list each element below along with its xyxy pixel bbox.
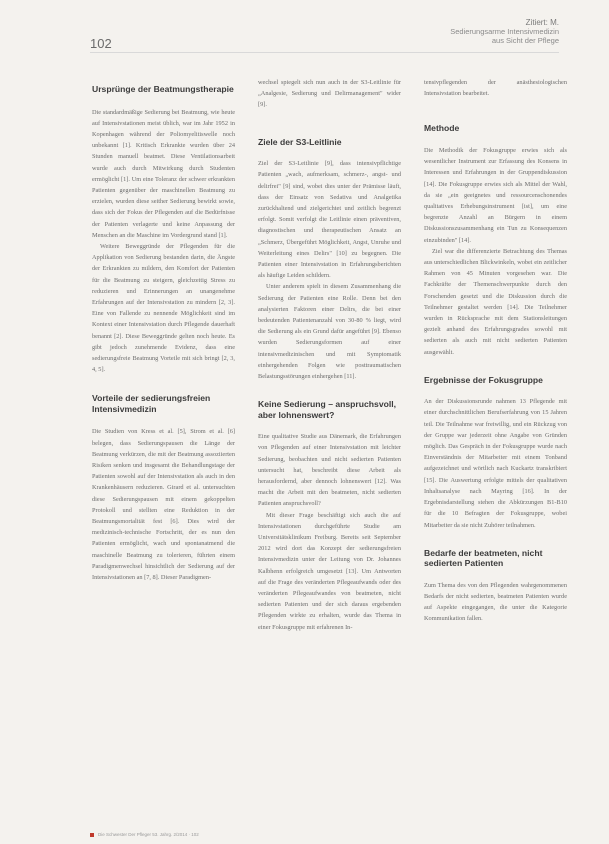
section-heading: Ursprünge der Beatmungstherapie	[92, 84, 234, 94]
body-paragraph: Ziel der S3-Leitlinie [9], dass intensivpflichtige Patienten „wach, aufmerksam, schmerz-, angst- und delirfrei" [9] sind, wobei dies unter der Prämisse läuft, dass der Einsatz von Sedativa und Analgetika zurückhaltend und zielgerichtet und zeitlich begrenzt erfolgt. Somit verfolgt die Leitlinie einen präventiven, diagnostischen und therapeutischen Ansatz an „Schmerz, Übergeführt Möglichkeit, Angst, Unruhe und Weiterleitung eines Delirs" [10] zu begegnen. Die Patienten einer Intensivstation in Erfahrungsberichten als häufige Leiden schildern.	[258, 160, 401, 280]
body-paragraph: Die Studien von Kress et al. [5], Strom et al. [6] belegen, dass Sedierungspausen die Länge der Beatmung verkürzen, die mit der Beatmung assoziierten Risiken senken und insgesamt die Behandlungstage der Patienten sowohl auf der Intensivstation als auch in den Krankenhäusern reduzieren. Girard et al. untersuchten diese Sedierungspausen mit einem gekoppelten Protokoll und stellten eine Reduktion in der Beatmungsmortalität fest [6]. Dies wird der medizinisch-technische Fortschritt, der es nun den Patienten ermöglicht, wach und spontanatmend die maschinelle Beatmung zu tolerieren, führten einem Paradigmenwechsel hinsichtlich der Sedierung auf der Intensivstationen an [7, 8]. Dieser Paradigmen-	[92, 428, 235, 582]
body-paragraph: Eine qualitative Studie aus Dänemark, die Erfahrungen von Pflegenden auf einer Intensivstation mit leichter Sedierung, beobachten und nicht sedierten Patienten untersucht hat, beschreibt diese Arbeit als herausfordernd, aber dennoch lohnenswert [12]. Was macht die Arbeit mit den beatmeten, nicht sedierten Patienten anspruchsvoll?	[258, 433, 401, 508]
page-number: 102	[90, 36, 112, 51]
header-rule	[90, 52, 559, 53]
section-heading: Bedarfe der beatmeten, nicht sedierten Patienten	[424, 547, 543, 569]
body-paragraph: Zum Thema des von den Pflegenden wahrgenommenen Bedarfs der nicht sedierten, beatmeten Patienten wurde auf Aspekte eingegangen, die unter die Kategorie Kommunikation fallen.	[424, 581, 567, 623]
running-head	[450, 18, 559, 45]
section-heading: Ziele der S3-Leitlinie	[258, 136, 342, 147]
page-footer	[90, 832, 559, 837]
column-2	[258, 77, 401, 633]
body-paragraph: Die standardmäßige Sedierung bei Beatmung, wie heute auf Intensivstationen meist üblich, war im Jahr 1952 in Kopenhagen während der Poliomyelitiswelle noch unbekannt [1]. Kritisch Erkrankte wurden über 24 Stunden manuell beatmet. Diese Ventilationsarbeit wurde auch durch Mitwirkung durch Studenten ermöglicht [1]. Um eine Toleranz der schwer erkrankten Patienten gegenüber der maschinellen Beatmung zu erzielen, wurden diese seither Sedierung bewirkt sowie, dass sich der Fokus der Pflegenden auf die Bedürfnisse der Patienten verlagerte und keine Anpassung der Menschen an die Maschine im Vordergrund stand [1].	[92, 108, 235, 239]
column-3	[424, 77, 567, 625]
section-heading: Ergebnisse der Fokusgruppe	[424, 374, 543, 385]
footer-citation: Die Schwester Der Pfleger 53. Jahrg. 2/2014 · 102	[98, 832, 199, 837]
body-paragraph: wechsel spiegelt sich nun auch in der S3-Leitlinie für „Analgesie, Sedierung und Delirmanagement" wider [9].	[258, 79, 401, 109]
body-paragraph: Die Methodik der Fokusgruppe erwies sich als wesentlicher Instrument zur Erfassung des Konsens in Interessen und Erfahrungen in der Gruppendiskussion [14]. Die Fokusgruppe erwies sich als Mittel der Wahl, da sie „ein geeignetes und ressourcenschonendes qualitatives Erhebungsinstrument [ist], um eine begrenzte Anzahl an Bürgern in einem Diskussionszusammenhang ein Tun zu Konsequenzen einzubinden" [14].	[424, 146, 567, 244]
body-paragraph: An der Diskussionsrunde nahmen 13 Pflegende mit einer durchschnittlichen Berufserfahrung von 15 Jahren teil. Die Teilnahme war freiwillig, und ein Rückzug von der Gruppe war jederzeit ohne Angabe von Gründen möglich. Das Gespräch in der Fokusgruppe wurde nach Einverständnis der Mitarbeiter mit einem Tonband aufgezeichnet und wörtlich nach Kuckartz transkribiert [15]. Die Auswertung erfolgte mittels der qualitativen Inhaltsanalyse nach Mayring [16]. In der Ergebnisdarstellung stehen die Abkürzungen B1-B10 für die 10 Befragten der Fokusgruppe, wobei Mitarbeiter da sie nicht Zuhörer teilnahmen.	[424, 398, 567, 529]
body-paragraph: Mit dieser Frage beschäftigt sich auch die auf Intensivstationen durchgeführte Studie am Universitätsklinikum Freiburg. Bereits seit September 2012 wird dort das Konzept der sedierungsfreien Intensivmedizin unter der Leitung von Dr. Johannes Kalbhenn erfolgreich umgesetzt [13]. Um Antworten auf die Frage des veränderten Pflegeaufwands oder des veränderten Pflegeaufwandes von beatmeten, nicht sedierten Patienten und der sich daraus ergebenden Pflegenden wirkte zu erhalten, wurde das Thema in einer Fokusgruppe mit erfahrenen In-	[258, 511, 401, 631]
body-paragraph: Unter anderem spielt in diesem Zusammenhang die Sedierung der Patienten eine Rolle. Denn bei den analysierten Faktoren einer Delirs, die bei einer bedeutenden Patientenanzahl von 30-80 % liegt, wird die Sedierung als ein Grund dafür angeführt [9]. Ebenso wurden Sedierungsformen auf einer intensivmedizinischen und mit Symptomatik einhergehenden Folgen wie posttraumatischen Belastungsstörungen einhergehen [11].	[258, 283, 401, 380]
body-paragraph: tensivpflegenden der anästhesiologischen Intensivstation bearbeitet.	[424, 79, 567, 98]
running-head-line-2: Sedierungsarme Intensivmedizin	[450, 27, 559, 36]
running-head-line-3: aus Sicht der Pflege	[491, 36, 559, 45]
body-paragraph: Weitere Beweggründe der Pflegenden für die Applikation von Sedierung bestanden darin, die Ängste der Erkrankten zu mildern, den Komfort der Patienten für die Beatmung zu steigern, gleichzeitig Stress zu reduzieren und Erinnerungen an unangenehme Erfahrungen auf der Intensivstation zu mindern [2, 3]. Eine von Fallende zu nennende Möglichkeit sind im Kontext einer Intensivstation durch Pflegende dauerhaft benannt [2]. Diese Beweggründe gelten noch heute. Es gibt jedoch zunehmende Evidenz, dass eine sedierungsfreie Beatmung Vorteile mit sich bringt [2, 3, 4, 5].	[92, 242, 235, 374]
section-heading: Vorteile der sedierungsfreien Intensivmedizin	[92, 393, 211, 414]
running-head-line-1: Zitiert: M.	[525, 18, 559, 27]
footer-marker-icon	[90, 833, 94, 837]
body-paragraph: Ziel war die differenzierte Betrachtung des Themas aus unterschiedlichen Blickwinkeln, wobei ein zeitlicher Rahmen von 45 Minuten vorgesehen war. Die Fachkräfte der Themenschwerpunkte durch den Forschenden gesetzt und die Diskussion durch die Teilnehmer gestaltet werden [14]. Die Teilnehmer wurden in Rücksprache mit dem Stationsleitungen gezielt anhand des Erfahrungsgrades sowohl mit sedierten als auch mit nicht sedierten Patienten ausgewählt.	[424, 247, 567, 356]
section-heading: Methode	[424, 123, 460, 134]
column-1	[92, 84, 235, 583]
section-heading: Keine Sedierung – anspruchsvoll, aber lohnenswert?	[258, 399, 397, 420]
